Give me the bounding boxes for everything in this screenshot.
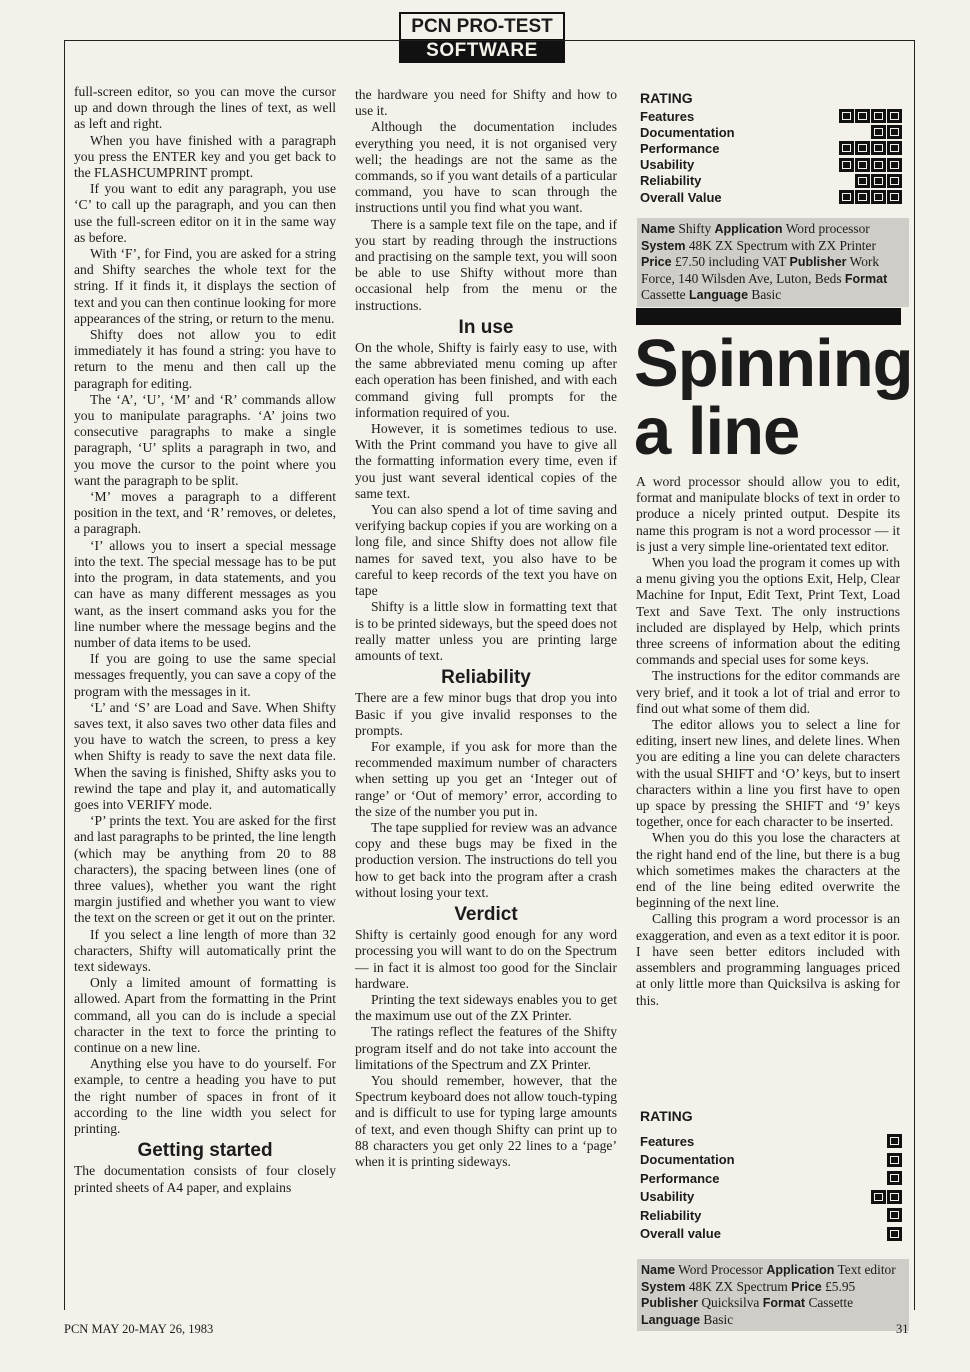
rating-box-icon [887, 174, 902, 188]
rating-box-icon [887, 1227, 902, 1241]
section-heading: Reliability [441, 667, 531, 689]
rating-label: Usability [640, 157, 695, 173]
rating-stars [839, 1171, 902, 1185]
paragraph: The ‘A’, ‘U’, ‘M’ and ‘R’ commands allow you to manipulate paragraphs. ‘A’ joins two consecutive paragraphs to make a single paragraph, ‘U’ splits a paragraph in two, and you move the cursor to the point where you want the paragraph to be split. [74, 391, 336, 488]
rating-row [640, 173, 902, 189]
info-key: Publisher [641, 1296, 698, 1310]
rating-box-icon [855, 1227, 870, 1241]
column-3 [636, 474, 900, 1009]
info-key: Name [641, 1263, 676, 1277]
paragraph: When you have finished with a paragraph you press the ENTER key and you get back to the FLASHCUMPRINT prompt. [74, 132, 336, 181]
rating-stars [839, 1134, 902, 1148]
rating-box-icon [855, 1134, 870, 1148]
rating-box-icon [871, 158, 886, 172]
rating-box-icon [887, 141, 902, 155]
paragraph: However, it is sometimes tedious to use. With the Print command you have to give all the formatting information every time, even if you just want several identical copies of the same text. [355, 421, 617, 501]
rating-box-icon [855, 1171, 870, 1185]
paragraph: With ‘F’, for Find, you are asked for a string and Shifty searches the whole text for the string. If it finds it, it displays the section of text and you can then continue looking for more appearances of the string, or return to the menu. [74, 246, 336, 326]
column-1 [74, 84, 336, 1196]
paragraph: Only a limited amount of formatting is allowed. Apart from the formatting in the Print command, all you can do is include a special character in the text to force the printing to continue on a new line. [74, 975, 336, 1055]
paragraph: The tape supplied for review was an advance copy and these bugs may be fixed in the production version. The instructions do tell you how to get back into the program after a crash without losing your text. [355, 819, 617, 900]
paragraph: Anything else you have to do yourself. For example, to centre a heading you have to put the right number of spaces in front of it according to the line width you select for printing. [74, 1056, 336, 1136]
rating-box-icon [839, 1208, 854, 1222]
rating-box-icon [871, 109, 886, 123]
rating-box-icon [855, 174, 870, 188]
rating-box-icon [839, 158, 854, 172]
rating-stars [839, 141, 902, 155]
paragraph: The documentation consists of four closely printed sheets of A4 paper, and explains [74, 1163, 336, 1195]
info-value: Work Force, 140 Wilsden Ave, Luton, Beds [641, 254, 880, 286]
info-value: Cassette [808, 1295, 854, 1310]
product-info-shifty [637, 218, 909, 307]
rating-box-icon [839, 125, 854, 139]
rating-label: Documentation [640, 124, 735, 140]
rating-box-icon [871, 141, 886, 155]
rating-row [640, 140, 902, 156]
page-number: 31 [896, 1322, 909, 1336]
rating-box-icon [871, 190, 886, 204]
rating-row [640, 1206, 902, 1225]
rating-box-icon [855, 190, 870, 204]
paragraph: A word processor should allow you to edit, format and manipulate blocks of text in order to produce a nicely printed output. Despite its name this program is not a word processor — it is just a very simple line-orientated text editor. [636, 474, 900, 554]
info-value: £5.95 [825, 1278, 856, 1294]
rating-label: Overall Value [640, 189, 722, 205]
rating-box-icon [855, 125, 870, 139]
rating-box-icon [855, 1190, 870, 1204]
rating-label: Overall value [640, 1226, 721, 1242]
rating-box-shifty [640, 90, 902, 205]
rating-row [640, 1188, 902, 1207]
info-value: Word Processor [678, 1262, 763, 1277]
paragraph: Although the documentation includes everything you need, it is not organised very well; the headings are not the same as the commands, so if you want details of a particular command, you have to scan through the instructions until you find what you want. [355, 119, 617, 216]
info-value: Quicksilva [701, 1295, 760, 1310]
headline-line-1: Spinning [634, 326, 913, 401]
info-key: Language [688, 288, 749, 302]
paragraph: When you do this you lose the characters at the right hand end of the line, but there is a bug which sometimes makes the characters at the end of the line being edited overwrite the beginning of the next line. [636, 830, 900, 911]
info-value: Basic [703, 1311, 734, 1327]
info-key: Name [641, 222, 676, 236]
paragraph: The editor allows you to select a line for editing, insert new lines, and delete lines. When you are editing a line you can delete characters with the usual SHIFT and ‘O’ keys, but to insert characters within a line you first have to open up space by pressing the SHIFT and ‘9’ keys together, once for each character to be inserted. [636, 717, 900, 830]
rating-row [640, 108, 902, 124]
rating-box-icon [887, 1171, 902, 1185]
rating-box-icon [839, 109, 854, 123]
rating-box-icon [887, 1134, 902, 1148]
footer-issue: PCN MAY 20-MAY 26, 1983 [64, 1322, 214, 1336]
paragraph: When you load the program it comes up with a menu giving you the options Exit, Help, Clear Machine for Input, Edit Text, Print Text, Load Text and Save Text. The only instructions included are displayed by Help, which prints three screens of information about the editing commands and special uses for some keys. [636, 555, 900, 668]
info-key: Application [714, 222, 783, 236]
rating-box-icon [839, 1171, 854, 1185]
info-key: Price [791, 1279, 822, 1294]
paragraph: If you want to edit any paragraph, you use ‘C’ to call up the paragraph, and you can then use the full-screen editor on it in the same way as before. [74, 181, 336, 245]
rating-box-icon [855, 141, 870, 155]
rating-box-icon [871, 1153, 886, 1167]
rating-stars [839, 109, 902, 123]
rating-box-icon [887, 190, 902, 204]
rating-row [640, 1169, 902, 1188]
rating-title: RATING [640, 1108, 693, 1124]
section-heading: Verdict [454, 903, 518, 925]
paragraph: On the whole, Shifty is fairly easy to use, with the same abbreviated menu coming up after each operation has been finished, and with each command giving full prompts for the information required of you. [355, 340, 617, 420]
info-value: Cassette [641, 287, 686, 302]
info-key: Language [641, 1312, 701, 1327]
paragraph: ‘M’ moves a paragraph to a different position in the text, and ‘R’ removes, or deletes, a paragraph. [74, 489, 336, 537]
rating-label: Performance [640, 1170, 720, 1186]
rating-label: Usability [640, 1189, 695, 1205]
rating-box-icon [871, 1208, 886, 1222]
header-bottom: SOFTWARE [399, 39, 565, 63]
rating-box-icon [839, 174, 854, 188]
rating-stars [839, 1208, 902, 1222]
rating-row [640, 124, 902, 140]
rating-label: Reliability [640, 1207, 702, 1223]
rating-box-icon [855, 109, 870, 123]
rating-label: Reliability [640, 173, 702, 189]
section-heading: In use [458, 316, 514, 338]
paragraph: The ratings reflect the features of the Shifty program itself and do not take into account the limitations of the Spectrum and ZX Printer. [355, 1024, 617, 1072]
rating-stars [839, 125, 902, 139]
info-value: Shifty [678, 221, 712, 236]
paragraph: Shifty is certainly good enough for any word processing you will want to do on the Spectrum — in fact it is almost too good for the Sinclair hardware. [355, 927, 617, 991]
info-value: 48K ZX Spectrum with ZX Printer [688, 237, 876, 253]
paragraph: There is a sample text file on the tape, and if you start by reading through the instructions and practising on the sample text, you will soon be able to use Shifty without more than occasional help from the menu or the instructions. [355, 216, 617, 313]
info-value: £7.50 including VAT [674, 254, 787, 269]
paragraph: ‘P’ prints the text. You are asked for the first and last paragraphs to be printed, the line length (which may be anything from 20 to 88 characters), the spacing between lines (one of three values), whether you want the right margin justified and whether you want to view the text on the screen or get it out on the printer. [74, 813, 336, 926]
rating-box-icon [839, 141, 854, 155]
rating-box-icon [887, 125, 902, 139]
paragraph: Shifty is a little slow in formatting text that is to be printed sideways, but the speed does not really matter unless you are printing large amounts of text. [355, 599, 618, 663]
info-key: Application [766, 1263, 835, 1277]
rating-box-icon [871, 1190, 886, 1204]
rating-stars [839, 1153, 902, 1167]
rating-box-icon [855, 158, 870, 172]
rating-row [640, 189, 902, 205]
rating-box-icon [839, 190, 854, 204]
rating-row [640, 1225, 902, 1244]
info-value: Basic [751, 287, 782, 302]
rating-box-icon [887, 1208, 902, 1222]
rating-box-icon [839, 1227, 854, 1241]
paragraph: For example, if you ask for more than the recommended maximum number of characters when setting up you get an ‘Integer out of range’ or ‘Out of memory’ error, according to the size of the number you put in. [355, 738, 617, 819]
info-value: Word processor [785, 221, 870, 236]
rating-box-icon [855, 1208, 870, 1222]
rating-row [640, 157, 902, 173]
divider-bar [636, 308, 901, 325]
rating-box-icon [871, 1171, 886, 1185]
rating-label: Documentation [640, 1152, 735, 1168]
rating-label: Features [640, 1133, 695, 1149]
rating-box-icon [887, 1190, 902, 1204]
paragraph: ‘L’ and ‘S’ are Load and Save. When Shifty saves text, it also saves two other data files and you have to watch the screen, to press a key when Shifty is ready to save the next data file. When the saving is finished, Shifty asks you to rewind the tape and play it, and automatically goes into VERIFY mode. [74, 699, 336, 812]
rating-box-icon [839, 1153, 854, 1167]
paragraph: full-screen editor, so you can move the cursor up and down through the lines of text, as well as left and right. [74, 84, 336, 132]
paragraph: Calling this program a word processor is an exaggeration, and even as a text editor it is poor. I have seen better editors included with assemblers and programming languages priced at only little more than Quicksilva is asking for this. [636, 911, 900, 1008]
rating-box-word-processor [640, 1108, 902, 1243]
paragraph: Printing the text sideways enables you to get the maximum use out of the ZX Printer. [355, 991, 617, 1024]
paragraph: the hardware you need for Shifty and how to use it. [355, 87, 617, 119]
paragraph: You can also spend a lot of time saving and verifying backup copies if you are working on a long file, and since Shifty does not allow file names for saved text, you also have to be careful to keep records of the text you have on tape [355, 502, 617, 599]
info-key: System [641, 238, 686, 253]
rating-stars [839, 1227, 902, 1241]
rating-stars [839, 1190, 902, 1204]
product-info-word-processor [637, 1259, 909, 1331]
info-value: Text editor [837, 1262, 896, 1277]
paragraph: ‘I’ allows you to insert a special message into the text. The special message has to be put into the program, in data statements, and you can have as many different messages as you want, as the insert command asks you for the line number where the message begins and the number of data items to be used. [74, 537, 336, 650]
rating-box-icon [887, 1153, 902, 1167]
info-key: Format [844, 271, 888, 286]
rating-box-icon [855, 1153, 870, 1167]
paragraph: The instructions for the editor commands are very brief, and it took a lot of trial and error to find out what some of them did. [636, 668, 900, 716]
rating-box-icon [839, 1190, 854, 1204]
article-headline [634, 326, 913, 469]
rating-title: RATING [640, 90, 693, 106]
info-key: Price [641, 255, 672, 269]
info-key: System [641, 1279, 686, 1294]
rating-label: Performance [640, 140, 720, 156]
headline-line-2: a line [634, 394, 800, 469]
rating-box-icon [871, 174, 886, 188]
rating-row [640, 1132, 902, 1151]
rating-box-icon [871, 1134, 886, 1148]
rating-label: Features [640, 108, 695, 124]
rating-box-icon [887, 158, 902, 172]
rating-stars [839, 174, 902, 188]
rating-row [640, 1151, 902, 1170]
rating-box-icon [871, 1227, 886, 1241]
rating-box-icon [887, 109, 902, 123]
paragraph: Shifty does not allow you to edit immediately it has found a string: you have to return to the menu and then call up the paragraph for editing. [74, 327, 336, 391]
column-2 [355, 87, 617, 1170]
header-top: PCN PRO-TEST [399, 12, 565, 39]
rating-box-icon [839, 1134, 854, 1148]
section-heading: Getting started [137, 1140, 273, 1162]
paragraph: If you select a line length of more than 32 characters, Shifty will automatically print the text sideways. [74, 926, 336, 974]
paragraph: You should remember, however, that the Spectrum keyboard does not allow touch-typing and is difficult to use for typing large amounts of text, and even though Shifty can print up to 88 characters you get only 22 lines to a ‘page’ when it is printing sideways. [355, 1072, 617, 1169]
paragraph: There are a few minor bugs that drop you into Basic if you give invalid responses to the prompts. [355, 690, 617, 738]
info-value: 48K ZX Spectrum [688, 1278, 788, 1294]
info-key: Publisher [789, 255, 847, 269]
rating-stars [839, 190, 902, 204]
rating-stars [839, 158, 902, 172]
paragraph: If you are going to use the same special messages frequently, you can save a copy of the program with the messages in it. [74, 651, 336, 699]
info-key: Format [762, 1296, 806, 1310]
rating-box-icon [871, 125, 886, 139]
